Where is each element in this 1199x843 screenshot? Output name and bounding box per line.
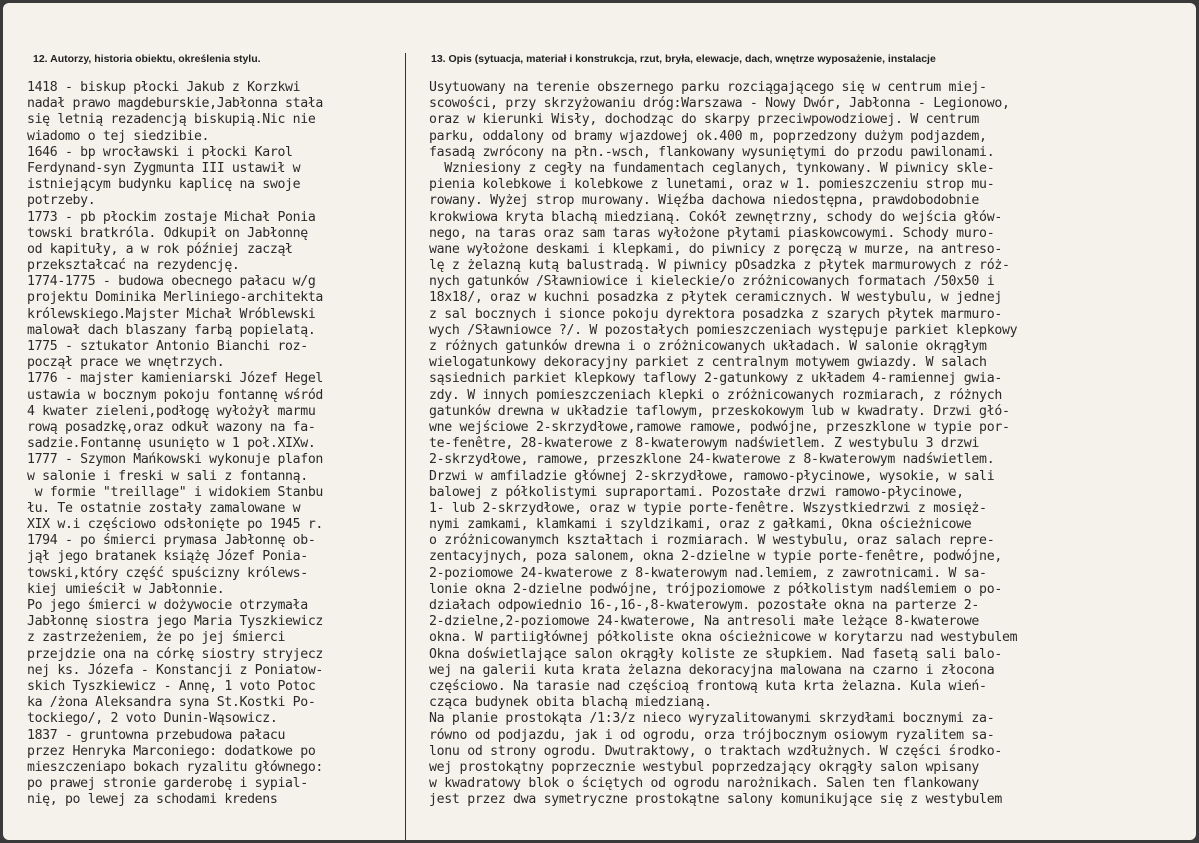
description-text-line: rowany. Wyżej strop murowany. Więźba dachowa niedostępna, prawdobodobnie — [429, 193, 980, 209]
description-text-line: oraz w kierunki Wisły, dochodząc do skarpy przeciwpowodziowej. W centrum — [429, 112, 980, 128]
description-text-line: 18x18/, oraz w kuchni posadzka z płytek ceramicznych. W westybulu, w jednej — [429, 290, 1002, 306]
description-text-line: lonie okna 2-dzielne podwójne, trójpoziomowe z półkolistym nadślemiem o po- — [429, 581, 1002, 597]
history-text-line: 1837 - gruntowna przebudowa pałacu — [27, 727, 286, 743]
description-text-line: wielogatunkowy dekoracyjny parkiet z centralnym motywem gwiazdy. W salach — [429, 355, 987, 371]
description-text-line: wane wyłożone deskami i klepkami, do piwnicy z poręczą w murze, na antreso- — [429, 241, 1002, 257]
description-text-line: Drzwi w amfiladzie głównej 2-skrzydłowe, ramowo-płycinowe, wysokie, w sali — [429, 468, 995, 484]
history-text-line: wiadomo o tej siedzibie. — [27, 128, 210, 144]
history-text-line: ustawia w bocznym pokoju fontannę wśród — [27, 387, 323, 403]
description-text-line: scowości, przy skrzyżowaniu dróg:Warszawa - Nowy Dwór, Jabłonna - Legionowo, — [429, 96, 1010, 112]
history-text-line: istniejącym budynku kaplicę na swoje — [27, 177, 301, 193]
description-text-line: lę z żelazną kutą balustradą. W piwnicy pOsadzka z płytek marmurowych z róż- — [429, 258, 1010, 274]
history-text-line: rową posadzkę,oraz odkuł wazony na fa- — [27, 419, 316, 435]
history-text-line: Po jego śmierci w dożywocie otrzymała — [27, 598, 308, 613]
history-text-line: XIX w.i częściowo odsłonięte po 1945 r. — [27, 517, 323, 533]
description-text-line: lonu od strony ogrodu. Dwutraktowy, o traktach wzdłużnych. W części środko- — [429, 743, 1002, 759]
description-text-line: o zróżnicowanymch kształtach i rozmiarach. W westybulu, oraz salach repre- — [429, 533, 995, 549]
description-text-line: pienia kolebkowe i kolebkowe z lunetami, oraz w 1. pomieszczeniu strop mu- — [429, 177, 995, 193]
history-text-line: jął jego bratanek książę Józef Ponia- — [27, 549, 308, 565]
history-text-line: nię, po lewej za schodami kredens — [27, 792, 278, 808]
history-text-line: w formie "treillage" i widokiem Stanbu — [27, 484, 323, 500]
description-text-line: 2-dzielne,2-poziomowe 24-kwaterowe, Na antresoli małe leżące 8-kwaterowe — [429, 614, 980, 630]
history-text-line: z zastrzeżeniem, że po jej śmierci — [27, 630, 286, 646]
history-text-line: od kapituły, a w rok później zaczął — [27, 241, 293, 257]
section-13-header: 13. Opis (sytuacja, materiał i konstrukcja, rzut, bryła, elewacje, dach, wnętrze wyposażenie, instalacje — [431, 53, 936, 65]
column-divider — [405, 53, 406, 840]
history-text-line: łu. Te ostatnie zostały zamalowane w — [27, 500, 301, 516]
history-text-line: począł prace we wnętrzych. — [27, 355, 225, 371]
history-text-line: malował dach blaszany farbą popielatą. — [27, 322, 316, 338]
description-text-line: zdy. W innych pomieszczeniach klepki o zróżnicowanych rozmiarach, z różnych — [429, 387, 1002, 403]
history-text-line: po prawej stronie garderobę i sypial- — [27, 776, 308, 792]
description-text-line: wne wejściowe 2-skrzydłowe,ramowe ramowe, podwójne, przeszklone w typie por- — [429, 419, 1010, 435]
history-text-line: w salonie i freski w sali z fontanną. — [27, 468, 308, 484]
description-text-line: wej na galerii kuta krata żelazna dekoracyjna malowana na czarno i złocona — [429, 662, 995, 678]
description-text-line: z różnych gatunków drewna i o zróżnicowanych układach. W salonie okrągłym — [429, 339, 987, 354]
description-text-line: Usytuowany na terenie obszernego parku rozciągającego się w centrum miej- — [429, 80, 987, 95]
history-text-line: Ferdynand-syn Zygmunta III ustawił w — [27, 160, 301, 176]
history-text-line: przejdzie ona na córkę siostry stryjecz — [27, 646, 323, 662]
description-text-line: Na planie prostokąta /1:3/z nieco wyryzalitowanymi skrzydłami bocznymi za- — [429, 711, 995, 727]
history-text-line: nadał prawo magdeburskie,Jabłonna stała — [27, 96, 323, 112]
description-text-line: nego, na taras oraz sam taras wyłożone płytami piaskowcowymi. Schody muro- — [429, 225, 995, 241]
history-text-line: nej ks. Józefa - Konstancji z Poniatow- — [27, 662, 323, 678]
description-text-line: działach odpowiednio 16-,16-,8-kwaterowym. pozostałe okna na parterze 2- — [429, 598, 980, 613]
description-text-line: Wzniesiony z cegły na fundamentach ceglanych, tynkowany. W piwnicy skle- — [429, 160, 995, 176]
description-text-line: 1- lub 2-skrzydłowe, oraz w typie porte-fenêtre. Wszystkiedrzwi z mosięż- — [429, 500, 987, 516]
history-text-line: projektu Dominika Merliniego-architekta — [27, 290, 323, 306]
description-column — [429, 80, 1194, 808]
description-text-line: 2-skrzydłowe, ramowe, przeszklone 24-kwaterowe z 8-kwaterowym nadświetlem. — [429, 452, 995, 468]
description-text-line: parku, oddalony od bramy wjazdowej ok.400 m, poprzedzony dużym podjazdem, — [429, 128, 987, 144]
description-text-line: okna. W partiigłównej półkoliste okna ościeżnicowe w korytarzu nad westybulem — [429, 630, 1018, 646]
description-text-line: z sal bocznych i sionce pokoju dyrektora posadzka z szarych płytek marmuro- — [429, 306, 1002, 322]
history-text-line: 1794 - po śmierci prymasa Jabłonnę ob- — [27, 533, 316, 549]
history-text-line: 1418 - biskup płocki Jakub z Korzkwi — [27, 80, 301, 95]
description-text-line: równo od podjazdu, jak i od ogrodu, orza trójbocznym osiowym ryzalitem sa- — [429, 727, 995, 743]
history-text-line: towski,który część spuścizny królews- — [27, 565, 308, 581]
description-text-line: balowej z półkolistymi supraportami. Pozostałe drzwi ramowo-płycinowe, — [429, 484, 964, 500]
description-text-line: nymi zamkami, klamkami i szyldzikami, oraz z gałkami, Okna ościeżnicowe — [429, 517, 972, 533]
history-text-line: 1646 - bp wrocławski i płocki Karol — [27, 144, 293, 160]
description-text-line: gatunków drewna w układzie taflowym, przeskokowym lub w kwadraty. Drzwi głó- — [429, 403, 1010, 419]
description-text-line: fasadą zwrócony na płn.-wsch, flankowany wysuniętymi do przodu pawilonami. — [429, 144, 995, 160]
history-text-line: potrzeby. — [27, 193, 96, 209]
history-text-line: Jabłonnę siostra jego Maria Tyszkiewicz — [27, 614, 323, 630]
description-text-line: Okna doświetlające salon okrągły koliste ze słupkiem. Nad fasetą sali balo- — [429, 646, 1002, 662]
description-text-line: nych gatunków /Sławniowice i kieleckie/o zróżnicowanych formatach /50x50 i — [429, 274, 995, 290]
history-column — [27, 80, 403, 808]
history-text-line: skich Tyszkiewicz - Annę, 1 voto Potoc — [27, 678, 316, 694]
history-text-line: 1776 - majster kamieniarski Józef Hegel — [27, 371, 323, 387]
history-text-line: 1773 - pb płockim zostaje Michał Ponia — [27, 209, 316, 225]
description-text-line: cząca budynek obita blachą miedzianą. — [429, 695, 712, 711]
history-text-line: królewskiego.Majster Michał Wróblewski — [27, 306, 316, 322]
history-text-line: mieszczeniapo bokach ryzalitu głównego: — [27, 759, 323, 775]
description-text-line: krokwiowa kryta blachą miedzianą. Cokół zewnętrzny, schody do wejścia głów- — [429, 209, 1002, 225]
history-text-line: tockiego/, 2 voto Dunin-Wąsowicz. — [27, 711, 278, 727]
description-text-line: wych /Sławniowce ?/. W pozostałych pomieszczeniach występuje parkiet klepkowy — [429, 322, 1018, 338]
description-text-line: zentacyjnych, poza salonem, okna 2-dzielne w typie porte-fenêtre, podwójne, — [429, 549, 1002, 565]
description-text-line: 2-poziomowe 24-kwaterowe z 8-kwaterowym nad.lemiem, z zawrotnicami. W sa- — [429, 565, 987, 581]
inventory-card — [3, 3, 1196, 840]
history-text-line: przekształcać na rezydencję. — [27, 258, 240, 274]
history-text-line: przez Henryka Marconiego: dodatkowe po — [27, 743, 316, 759]
description-text-line: te-fenêtre, 28-kwaterowe z 8-kwaterowym nadświetlem. Z westybulu 3 drzwi — [429, 436, 980, 452]
history-text-line: kiej umieścił w Jabłonnie. — [27, 581, 225, 597]
description-text-line: sąsiednich parkiet klepkowy taflowy 2-gatunkowy z układem 4-ramiennej gwia- — [429, 371, 1002, 387]
section-12-header: 12. Autorzy, historia obiektu, określenia stylu. — [33, 53, 261, 65]
history-text-line: 4 kwater zieleni,podłogę wyłożył marmu — [27, 403, 316, 419]
description-text-line: wej prostokątny poprzecznie westybul poprzedzający okrągły salon wpisany — [429, 759, 980, 775]
description-text-line: w kwadratowy blok o ściętych od ogrodu narożnikach. Salen ten flankowany — [429, 776, 980, 792]
history-text-line: towski bratkróla. Odkupił on Jabłonnę — [27, 225, 308, 241]
history-text-line: się letnią rezadencją biskupią.Nic nie — [27, 112, 316, 128]
history-text-line: 1775 - sztukator Antonio Bianchi roz- — [27, 339, 308, 354]
history-text-line: 1777 - Szymon Mańkowski wykonuje plafon — [27, 452, 323, 468]
history-text-line: sadzie.Fontannę usunięto w 1 poł.XIXw. — [27, 436, 316, 452]
history-text-line: 1774-1775 - budowa obecnego pałacu w/g — [27, 274, 316, 290]
description-text-line: częściowo. Na tarasie nad częścioą frontową kuta krta żelazna. Kula wień- — [429, 678, 987, 694]
history-text-line: ka /żona Aleksandra syna St.Kostki Po- — [27, 695, 316, 711]
description-text-line: jest przez dwa symetryczne prostokątne salony komunikujące się z westybulem — [429, 792, 1002, 808]
